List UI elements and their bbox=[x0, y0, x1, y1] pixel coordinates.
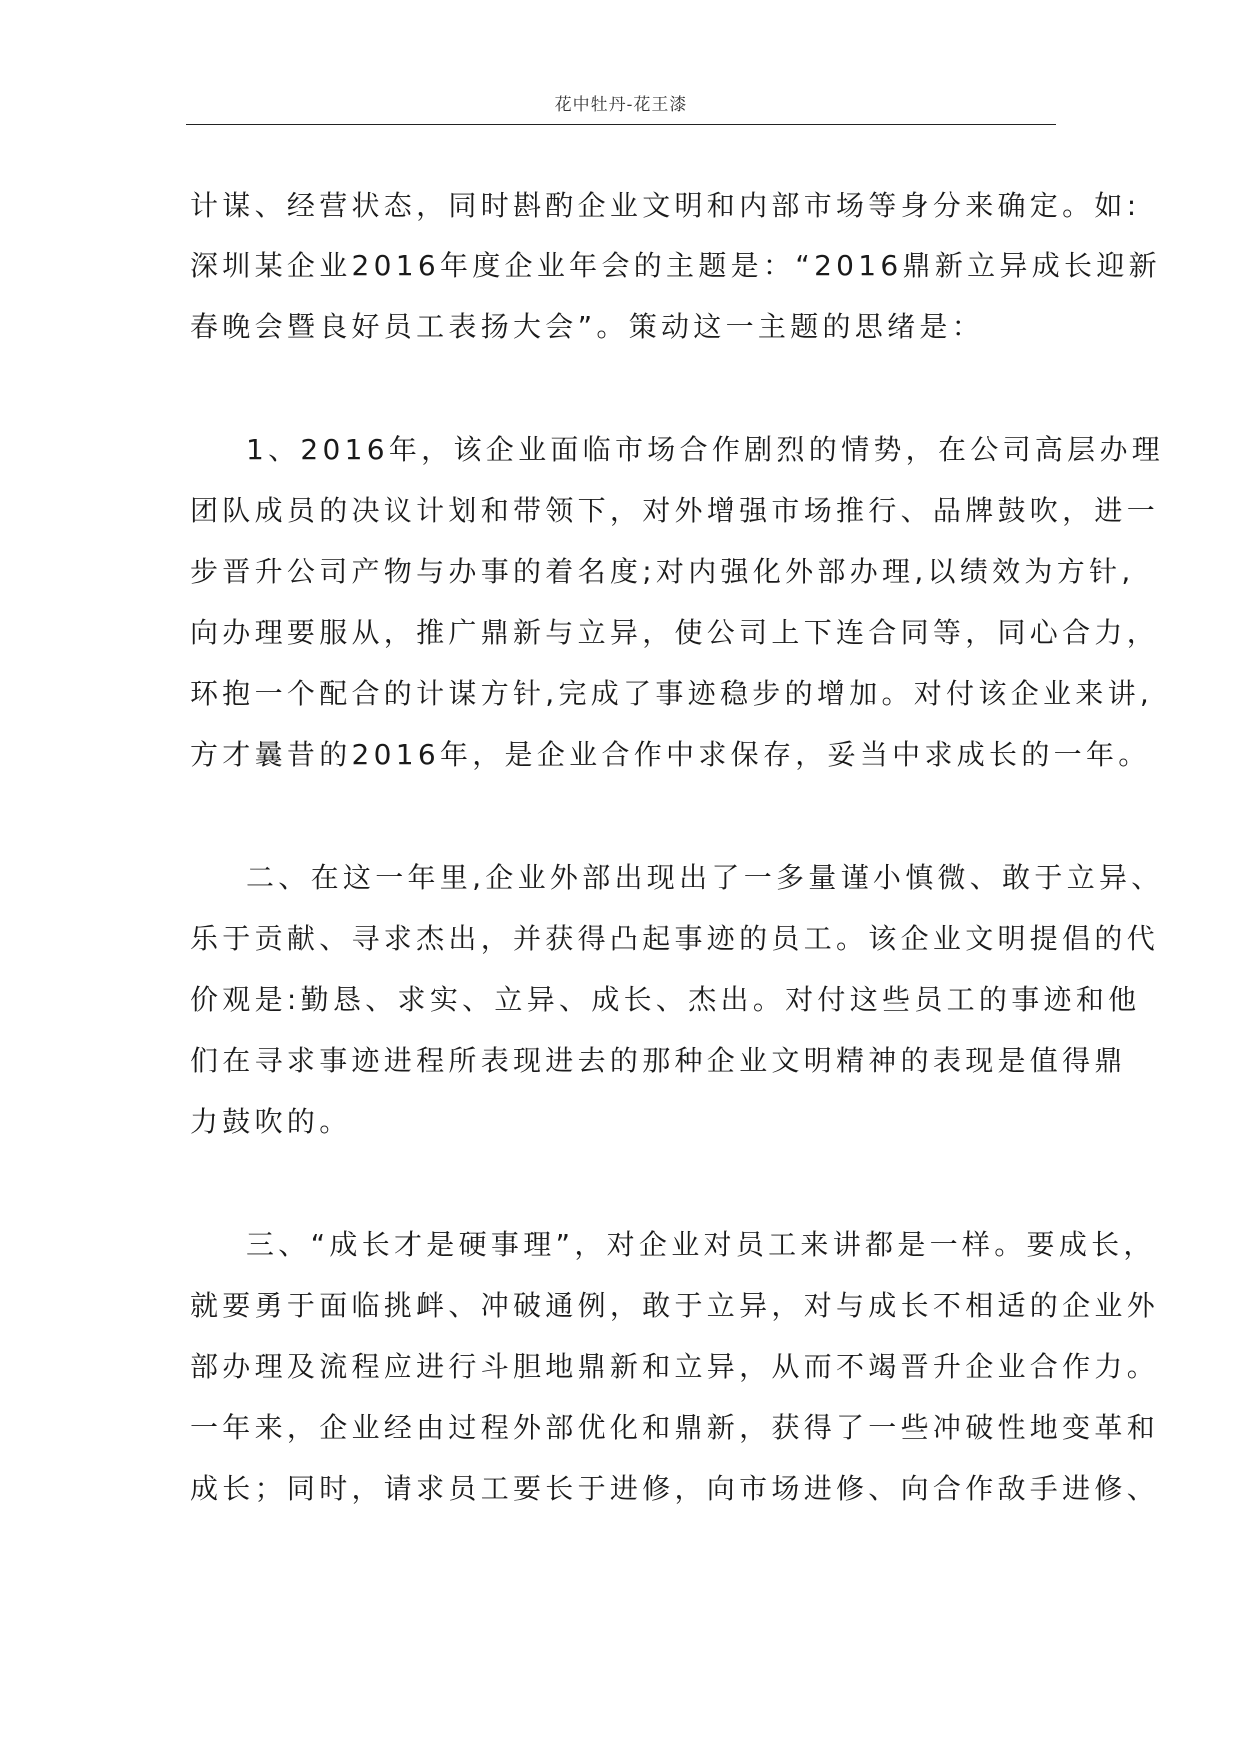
paragraph-line: 二、在这一年里,企业外部出现出了一多量谨小慎微、敢于立异、 bbox=[246, 861, 1164, 894]
paragraph-line: 方才曩昔的2016年，是企业合作中求保存，妥当中求成长的一年。 bbox=[190, 738, 1151, 771]
page-header bbox=[186, 92, 1056, 125]
paragraph-line: 步晋升公司产物与办事的着名度;对内强化外部办理,以绩效为方针, bbox=[190, 555, 1135, 588]
paragraph-line: 向办理要服从，推广鼎新与立异，使公司上下连合同等，同心合力， bbox=[190, 616, 1160, 649]
paragraph-line: 乐于贡献、寻求杰出，并获得凸起事迹的员工。该企业文明提倡的代 bbox=[190, 922, 1160, 955]
paragraph-line: 成长；同时，请求员工要长于进修，向市场进修、向合作敌手进修、 bbox=[190, 1472, 1160, 1505]
paragraph-line: 们在寻求事迹进程所表现进去的那种企业文明精神的表现是值得鼎 bbox=[190, 1044, 1127, 1077]
paragraph-line: 三、“成长才是硬事理”，对企业对员工来讲都是一样。要成长， bbox=[246, 1228, 1156, 1261]
paragraph-line: 力鼓吹的。 bbox=[190, 1105, 352, 1138]
paragraph-line: 就要勇于面临挑衅、冲破通例，敢于立异，对与成长不相适的企业外 bbox=[190, 1289, 1160, 1322]
paragraph-line: 深圳某企业2016年度企业年会的主题是：“2016鼎新立异成长迎新 bbox=[190, 249, 1161, 282]
paragraph-line: 环抱一个配合的计谋方针,完成了事迹稳步的增加。对付该企业来讲, bbox=[190, 677, 1154, 710]
paragraph-line: 1、2016年，该企业面临市场合作剧烈的情势，在公司高层办理 bbox=[246, 433, 1165, 466]
paragraph-line: 计谋、经营状态，同时斟酌企业文明和内部市场等身分来确定。如: bbox=[190, 189, 1141, 222]
paragraph-line: 春晚会暨良好员工表扬大会”。策动这一主题的思绪是： bbox=[190, 310, 985, 343]
paragraph-line: 部办理及流程应进行斗胆地鼎新和立异，从而不竭晋升企业合作力。 bbox=[190, 1350, 1160, 1383]
paragraph-line: 价观是:勤恳、求实、立异、成长、杰出。对付这些员工的事迹和他 bbox=[190, 983, 1141, 1016]
paragraph-line: 一年来，企业经由过程外部优化和鼎新，获得了一些冲破性地变革和 bbox=[190, 1411, 1160, 1444]
paragraph-line: 团队成员的决议计划和带领下，对外增强市场推行、品牌鼓吹，进一 bbox=[190, 494, 1160, 527]
header-title: 花中牡丹-花王漆 bbox=[554, 95, 688, 115]
